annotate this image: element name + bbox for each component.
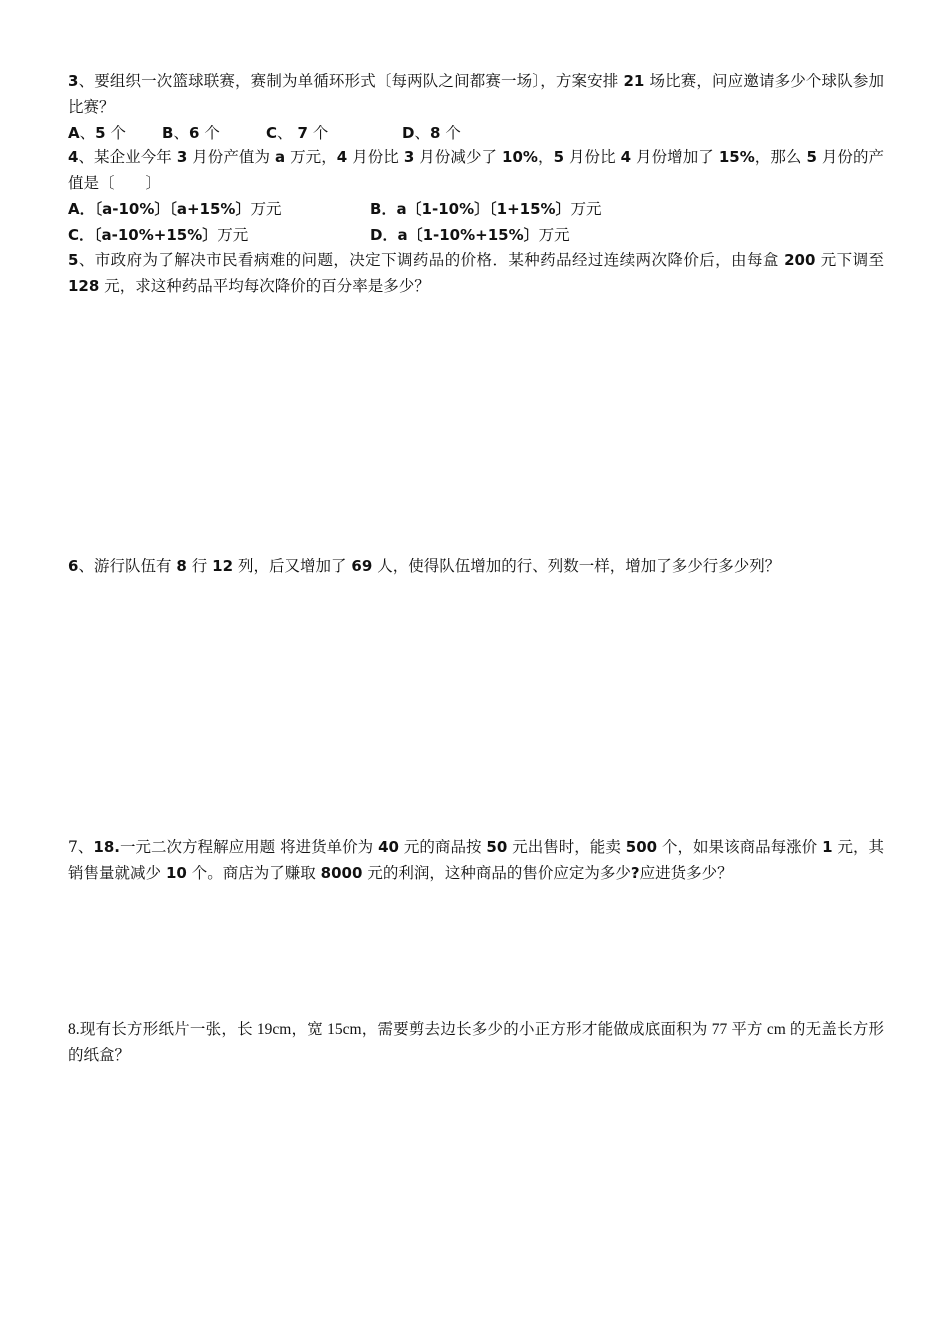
question-8-stem: 8.现有长方形纸片一张，长 19cm，宽 15cm，需要剪去边长多少的小正方形才能做成底面积为 77 平方 cm 的无盖长方形的纸盒？ bbox=[68, 1021, 884, 1064]
question-6 bbox=[68, 553, 884, 579]
question-5-stem: 5、市政府为了解决市民看病难的问题，决定下调药品的价格．某种药品经过连续两次降价后，由每盒 200 元下调至 128 元，求这种药品平均每次降价的百分率是多少？ bbox=[68, 251, 884, 295]
option-d: D．a〔1-10%+15%〕万元 bbox=[370, 226, 570, 244]
question-4 bbox=[68, 144, 884, 248]
question-5 bbox=[68, 247, 884, 299]
question-7 bbox=[68, 834, 884, 886]
question-3 bbox=[68, 68, 884, 146]
question-3-options bbox=[68, 120, 884, 146]
question-6-stem: 6、游行队伍有 8 行 12 列，后又增加了 69 人，使得队伍增加的行、列数一样，增加了多少行多少列？ bbox=[68, 557, 781, 575]
question-3-stem: 3、要组织一次篮球联赛，赛制为单循环形式〔每两队之间都赛一场〕，方案安排 21 场比赛，问应邀请多少个球队参加比赛？ bbox=[68, 72, 884, 116]
question-4-options-row-2 bbox=[68, 222, 884, 248]
question-7-stem: 7、18.一元二次方程解应用题 将进货单价为 40 元的商品按 50 元出售时，能卖 500 个，如果该商品每涨价 1 元，其销售量就减少 10 个。商店为了赚取 8000 元的利润，这种商品的售价应定为多少?应进货多少？ bbox=[68, 838, 884, 882]
option-b: B．a〔1-10%〕〔1+15%〕万元 bbox=[370, 200, 602, 218]
question-4-options-row-1 bbox=[68, 196, 884, 222]
option-c: C．〔a-10%+15%〕万元 bbox=[68, 226, 249, 244]
option-b: B、6 个 bbox=[162, 124, 220, 142]
option-a: A、5 个 bbox=[68, 124, 126, 142]
option-d: D、8 个 bbox=[402, 124, 461, 142]
question-8 bbox=[68, 1017, 884, 1069]
option-a: A．〔a-10%〕〔a+15%〕万元 bbox=[68, 200, 282, 218]
question-4-stem: 4、某企业今年 3 月份产值为 a 万元，4 月份比 3 月份减少了 10%，5 月份比 4 月份增加了 15%，那么 5 月份的产值是〔 〕 bbox=[68, 148, 885, 192]
option-c: C、 7 个 bbox=[266, 124, 329, 142]
